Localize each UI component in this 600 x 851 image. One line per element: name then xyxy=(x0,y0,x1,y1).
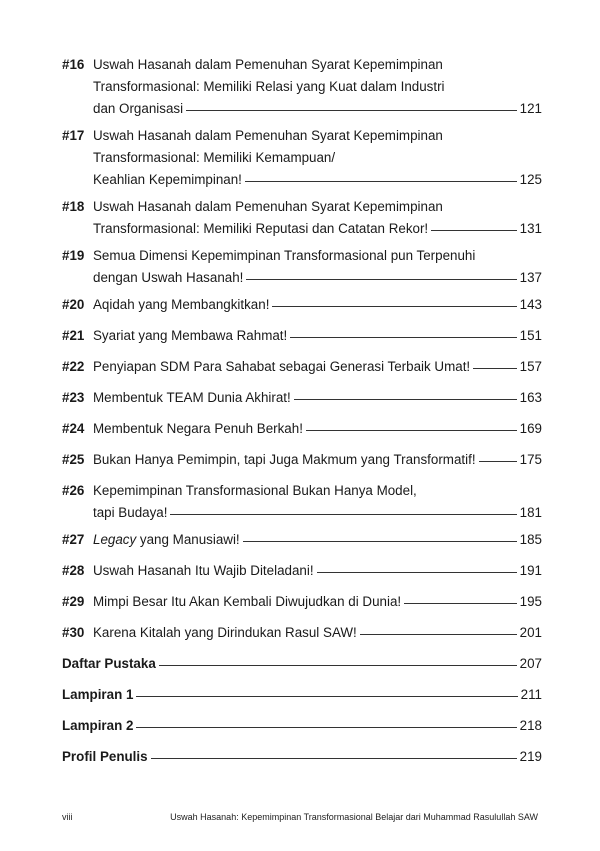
chapter-title-text xyxy=(93,98,183,120)
dot-leader xyxy=(290,337,516,338)
page-number: 131 xyxy=(519,221,542,236)
chapter-number: #18 xyxy=(62,199,85,214)
chapter-title-line: Transformasional: Memiliki Relasi yang Kuat dalam Industri xyxy=(93,79,445,94)
chapter-title xyxy=(93,294,542,316)
dot-leader xyxy=(243,541,517,542)
running-title: Uswah Hasanah: Kepemimpinan Transformasional Belajar dari Muhammad Rasulullah SAW xyxy=(170,812,538,822)
chapter-title xyxy=(93,54,542,120)
page-number: 175 xyxy=(519,452,542,467)
toc-entry[interactable] xyxy=(62,125,542,191)
back-matter-title: Daftar Pustaka xyxy=(62,656,156,671)
chapter-list xyxy=(62,54,542,644)
chapter-title xyxy=(93,529,542,551)
page-number: 143 xyxy=(519,297,542,312)
chapter-title-rest: tapi Budaya! xyxy=(93,505,168,520)
chapter-title-last-line xyxy=(93,591,542,613)
chapter-title-last-line xyxy=(93,218,542,240)
page-number: 163 xyxy=(519,390,542,405)
chapter-title-last-line xyxy=(93,529,542,551)
chapter-title-last-line xyxy=(93,560,542,582)
toc-entry[interactable] xyxy=(62,622,542,644)
page-number: 207 xyxy=(519,656,542,671)
back-matter-entry[interactable] xyxy=(62,715,542,737)
dot-leader xyxy=(272,306,516,307)
chapter-title-last-line xyxy=(93,325,542,347)
chapter-title-line: Kepemimpinan Transformasional Bukan Hanya Model, xyxy=(93,483,417,498)
dot-leader xyxy=(245,181,517,182)
chapter-title xyxy=(93,245,542,289)
chapter-title-last-line xyxy=(93,622,542,644)
page-number: 195 xyxy=(519,594,542,609)
page-number: 219 xyxy=(519,749,542,764)
back-matter-entry[interactable] xyxy=(62,684,542,706)
chapter-title-line: Uswah Hasanah dalam Pemenuhan Syarat Kepemimpinan xyxy=(93,199,443,214)
chapter-title-line: Uswah Hasanah dalam Pemenuhan Syarat Kepemimpinan xyxy=(93,57,443,72)
chapter-title xyxy=(93,387,542,409)
chapter-title-rest: Bukan Hanya Pemimpin, tapi Juga Makmum yang Transformatif! xyxy=(93,452,476,467)
page-number: 185 xyxy=(519,532,542,547)
toc-entry[interactable] xyxy=(62,387,542,409)
chapter-title-rest: Mimpi Besar Itu Akan Kembali Diwujudkan di Dunia! xyxy=(93,594,402,609)
page-number: 169 xyxy=(519,421,542,436)
page-number: 181 xyxy=(519,505,542,520)
chapter-number: #30 xyxy=(62,625,85,640)
chapter-title-last-line xyxy=(93,449,542,471)
page-number: 191 xyxy=(519,563,542,578)
page-number: 211 xyxy=(520,687,542,702)
dot-leader xyxy=(473,368,517,369)
chapter-title-text xyxy=(93,560,314,582)
chapter-number: #21 xyxy=(62,328,85,343)
chapter-title xyxy=(93,125,542,191)
table-of-contents xyxy=(62,54,542,777)
chapter-title-rest: Membentuk Negara Penuh Berkah! xyxy=(93,421,303,436)
page-number: 218 xyxy=(519,718,542,733)
chapter-title-last-line xyxy=(93,169,542,191)
chapter-title xyxy=(93,356,542,378)
toc-entry[interactable] xyxy=(62,449,542,471)
toc-entry[interactable] xyxy=(62,356,542,378)
chapter-title-last-line xyxy=(93,418,542,440)
chapter-number: #23 xyxy=(62,390,85,405)
chapter-number: #26 xyxy=(62,483,85,498)
chapter-title xyxy=(93,591,542,613)
chapter-title-text xyxy=(93,294,269,316)
dot-leader xyxy=(136,696,517,697)
chapter-title-text xyxy=(93,418,303,440)
chapter-number: #25 xyxy=(62,452,85,467)
dot-leader xyxy=(431,230,517,231)
back-matter-entry[interactable] xyxy=(62,746,542,768)
chapter-title-text xyxy=(93,591,401,613)
chapter-title xyxy=(93,449,542,471)
chapter-title-last-line xyxy=(93,502,542,524)
page-number: 201 xyxy=(519,625,542,640)
back-matter-title: Lampiran 1 xyxy=(62,687,134,702)
chapter-title-line: Semua Dimensi Kepemimpinan Transformasional pun Terpenuhi xyxy=(93,248,476,263)
chapter-title-text xyxy=(93,449,476,471)
chapter-number: #29 xyxy=(62,594,85,609)
chapter-title xyxy=(93,560,542,582)
dot-leader xyxy=(479,461,517,462)
chapter-title-text xyxy=(93,529,240,551)
dot-leader xyxy=(151,758,517,759)
chapter-title-rest: yang Manusiawi! xyxy=(136,532,240,547)
chapter-title-last-line xyxy=(93,356,542,378)
chapter-title-line: Uswah Hasanah dalam Pemenuhan Syarat Kepemimpinan xyxy=(93,128,443,143)
dot-leader xyxy=(306,430,517,431)
chapter-title-rest: Transformasional: Memiliki Reputasi dan Catatan Rekor! xyxy=(93,221,429,236)
chapter-title-rest: dengan Uswah Hasanah! xyxy=(93,270,244,285)
chapter-title xyxy=(93,480,542,524)
chapter-title-text xyxy=(93,169,242,191)
chapter-number: #16 xyxy=(62,57,85,72)
toc-entry[interactable] xyxy=(62,529,542,551)
toc-entry[interactable] xyxy=(62,560,542,582)
toc-entry[interactable] xyxy=(62,325,542,347)
chapter-title xyxy=(93,196,542,240)
chapter-title-emphasis: Legacy xyxy=(93,532,137,547)
chapter-title-line: Transformasional: Memiliki Kemampuan/ xyxy=(93,150,336,165)
chapter-title xyxy=(93,622,542,644)
dot-leader xyxy=(294,399,517,400)
dot-leader xyxy=(136,727,516,728)
chapter-title-last-line xyxy=(93,387,542,409)
toc-entry[interactable] xyxy=(62,245,542,289)
chapter-title-text xyxy=(93,356,470,378)
dot-leader xyxy=(159,665,517,666)
page-number: 121 xyxy=(519,101,542,116)
chapter-number: #20 xyxy=(62,297,85,312)
chapter-title-rest: Membentuk TEAM Dunia Akhirat! xyxy=(93,390,291,405)
page-number: 151 xyxy=(519,328,542,343)
chapter-number: #22 xyxy=(62,359,85,374)
chapter-title-rest: Keahlian Kepemimpinan! xyxy=(93,172,242,187)
page-number: 137 xyxy=(519,270,542,285)
chapter-title-text xyxy=(93,502,167,524)
chapter-number: #27 xyxy=(62,532,85,547)
chapter-title-text xyxy=(93,218,428,240)
toc-entry[interactable] xyxy=(62,418,542,440)
page-number: 157 xyxy=(519,359,542,374)
page-footer xyxy=(62,812,538,822)
chapter-title xyxy=(93,418,542,440)
page-number: 125 xyxy=(519,172,542,187)
chapter-number: #19 xyxy=(62,248,85,263)
chapter-title-text xyxy=(93,267,243,289)
chapter-title-last-line xyxy=(93,294,542,316)
chapter-title-text xyxy=(93,325,287,347)
dot-leader xyxy=(360,634,517,635)
back-matter-entry[interactable] xyxy=(62,653,542,675)
back-matter-title: Profil Penulis xyxy=(62,749,148,764)
toc-entry[interactable] xyxy=(62,294,542,316)
chapter-title-last-line xyxy=(93,98,542,120)
chapter-title-rest: Penyiapan SDM Para Sahabat sebagai Generasi Terbaik Umat! xyxy=(93,359,471,374)
chapter-title-rest: Uswah Hasanah Itu Wajib Diteladani! xyxy=(93,563,314,578)
toc-entry[interactable] xyxy=(62,196,542,240)
dot-leader xyxy=(317,572,517,573)
chapter-title-rest: Aqidah yang Membangkitkan! xyxy=(93,297,270,312)
toc-entry[interactable] xyxy=(62,591,542,613)
dot-leader xyxy=(404,603,517,604)
chapter-title-rest: Syariat yang Membawa Rahmat! xyxy=(93,328,288,343)
toc-entry[interactable] xyxy=(62,54,542,120)
dot-leader xyxy=(186,110,517,111)
chapter-title xyxy=(93,325,542,347)
chapter-number: #28 xyxy=(62,563,85,578)
dot-leader xyxy=(246,279,516,280)
chapter-number: #17 xyxy=(62,128,85,143)
chapter-number: #24 xyxy=(62,421,85,436)
chapter-title-rest: dan Organisasi xyxy=(93,101,184,116)
back-matter-title: Lampiran 2 xyxy=(62,718,134,733)
chapter-title-last-line xyxy=(93,267,542,289)
page-number: viii xyxy=(62,812,73,822)
toc-entry[interactable] xyxy=(62,480,542,524)
chapter-title-text xyxy=(93,387,291,409)
dot-leader xyxy=(170,514,516,515)
chapter-title-text xyxy=(93,622,357,644)
chapter-title-rest: Karena Kitalah yang Dirindukan Rasul SAW! xyxy=(93,625,357,640)
back-matter-list xyxy=(62,653,542,768)
